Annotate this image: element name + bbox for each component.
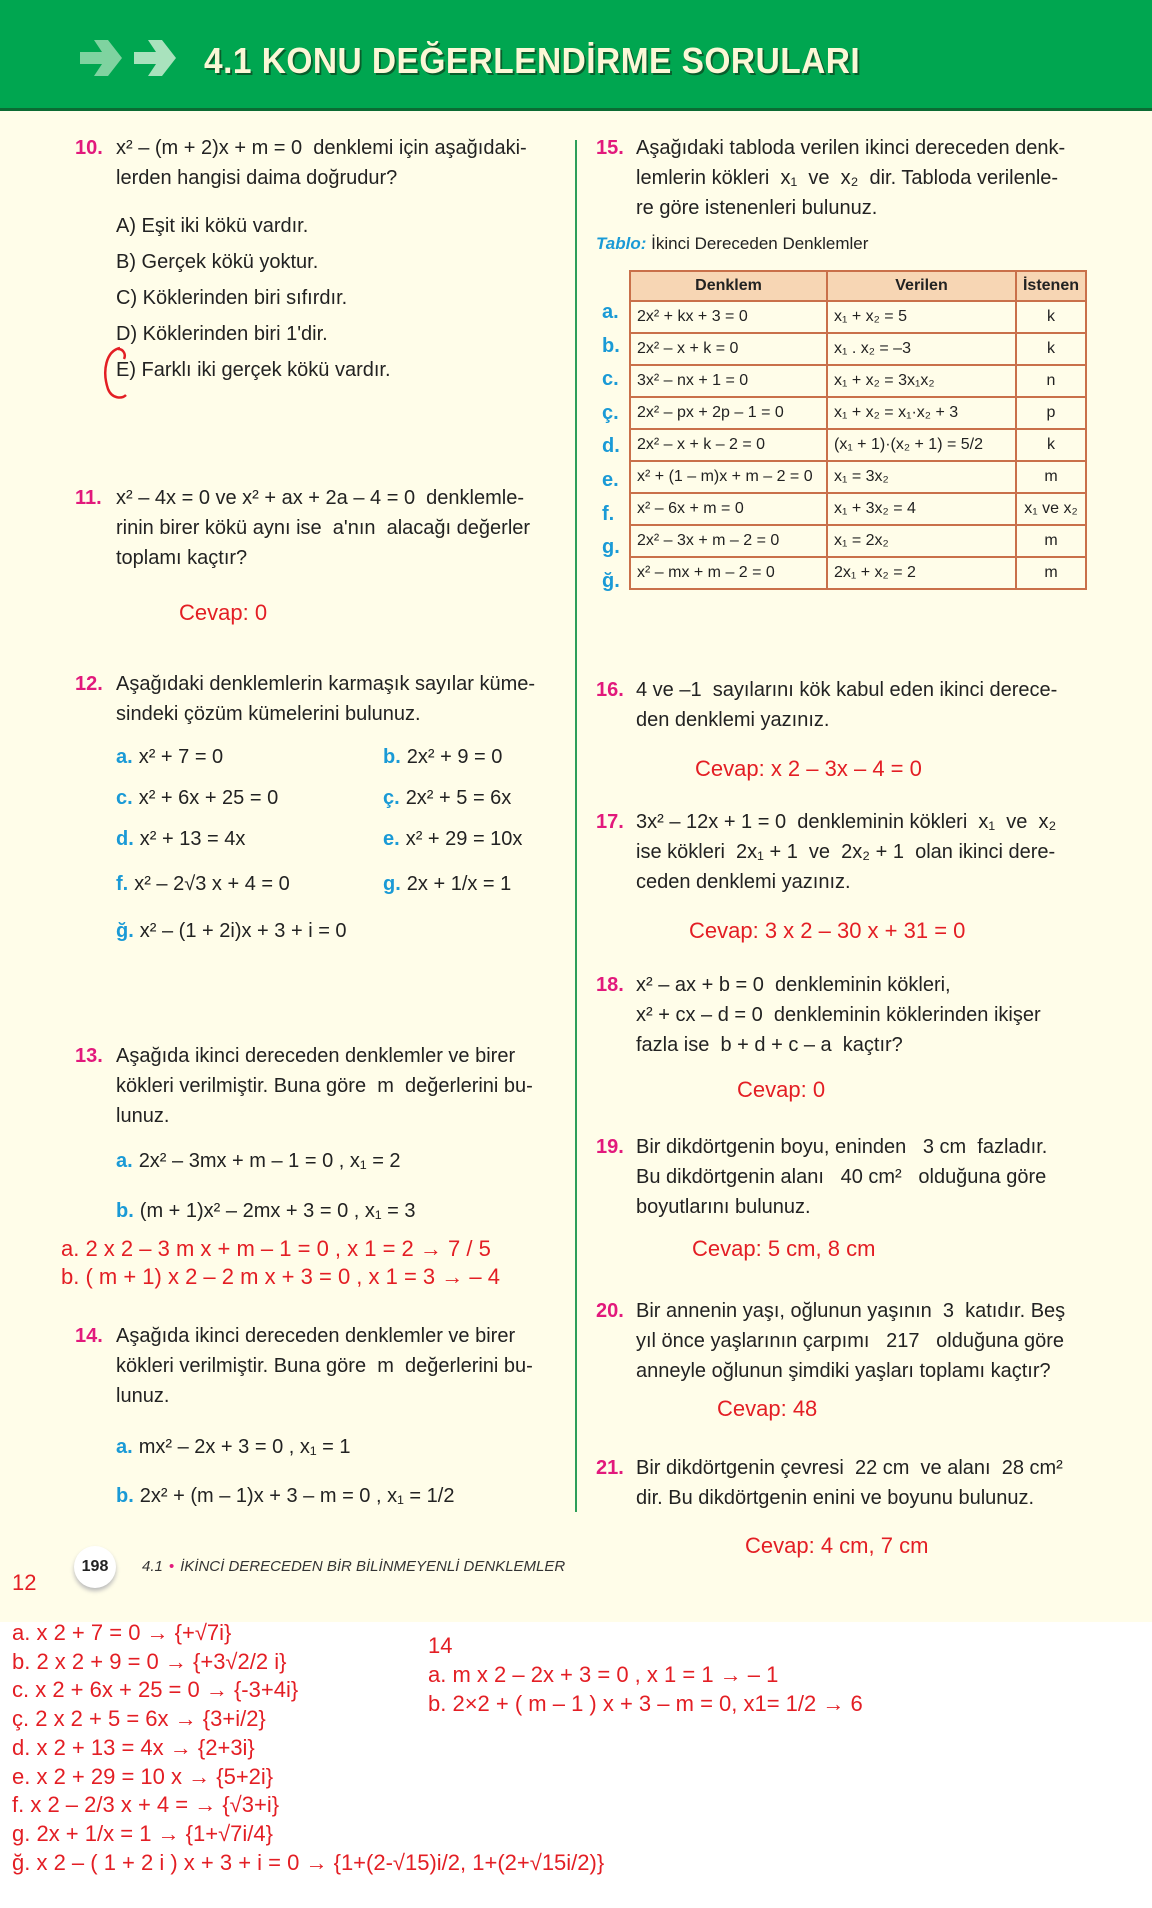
equation-cell: 2x² – 3x + m – 2 = 0	[630, 525, 827, 557]
question-number: 21.	[596, 1457, 624, 1479]
table-row	[630, 525, 1086, 557]
question-number: 10.	[75, 137, 103, 159]
question-number: 12.	[75, 673, 103, 695]
question-number: 16.	[596, 679, 624, 701]
question-text: x² – (m + 2)x + m = 0 denklemi için aşağıdaki- lerden hangisi daima doğrudur?	[116, 137, 527, 189]
given-cell: x₁ = 3x₂	[827, 461, 1016, 493]
answer-text: Cevap: x 2 – 3x – 4 = 0	[695, 756, 922, 781]
page-number: 198	[74, 1546, 116, 1588]
answer-text: b. ( m + 1) x 2 – 2 m x + 3 = 0 , x 1 = 3 → – 4	[61, 1264, 500, 1289]
equation-cell: x² – mx + m – 2 = 0	[630, 557, 827, 589]
answer-text: Cevap: 5 cm, 8 cm	[692, 1236, 876, 1261]
equation-cell: x² + (1 – m)x + m – 2 = 0	[630, 461, 827, 493]
question-text: 3x² – 12x + 1 = 0 denkleminin kökleri x₁ ve x₂ ise kökleri 2x₁ + 1 ve 2x₂ + 1 olan ikinci dere- ceden denklemi yazınız.	[636, 811, 1057, 893]
row-label: ğ.	[602, 569, 620, 592]
requested-cell: k	[1016, 301, 1086, 333]
row-label: ç.	[602, 401, 619, 424]
red-circle-mark	[98, 345, 140, 403]
given-cell: 2x₁ + x₂ = 2	[827, 557, 1016, 589]
section-header	[0, 0, 1152, 111]
equation-cell: 2x² + kx + 3 = 0	[630, 301, 827, 333]
section-title: 4.1 KONU DEĞERLENDİRME SORULARI	[204, 40, 861, 81]
row-label: a.	[602, 301, 619, 323]
row-label: e.	[602, 469, 619, 491]
table-row	[630, 333, 1086, 365]
answer-text: Cevap: 48	[717, 1396, 818, 1421]
equation-item: f. x² – 2√3 x + 4 = 0	[116, 873, 290, 895]
requested-cell: m	[1016, 557, 1086, 589]
equation-item: c. x² + 6x + 25 = 0	[116, 787, 279, 809]
column-divider	[575, 140, 577, 1512]
row-label: g.	[602, 536, 620, 559]
equations-table	[629, 270, 1087, 590]
given-cell: x₁ . x₂ = –3	[827, 333, 1016, 365]
question-number: 15.	[596, 137, 624, 159]
question-number: 20.	[596, 1300, 624, 1322]
question-number: 17.	[596, 811, 624, 833]
column-header: Denklem	[630, 271, 827, 301]
question-text: Aşağıdaki denklemlerin karmaşık sayılar küme- sindeki çözüm kümelerini bulunuz.	[116, 673, 536, 725]
handwritten-answer: b. 2 x 2 + 9 = 0 → {+3√2/2 i}	[12, 1648, 287, 1674]
table-row	[630, 365, 1086, 397]
question-number: 11.	[75, 487, 102, 509]
equation-item: d. x² + 13 = 4x	[116, 828, 246, 850]
equation-item: ç. 2x² + 5 = 6x	[383, 787, 512, 809]
question-text: x² – 4x = 0 ve x² + ax + 2a – 4 = 0 denklemle- rinin birer kökü aynı ise a'nın alacağı değerler toplamı kaçtır?	[116, 487, 531, 569]
row-label: c.	[602, 368, 619, 391]
answer-text: Cevap: 0	[179, 600, 268, 625]
page-footer: 4.1 • İKİNCİ DERECEDEN BİR BİLİNMEYENLİ DENKLEMLER	[142, 1558, 566, 1575]
table-row	[630, 493, 1086, 525]
given-cell: (x₁ + 1)·(x₂ + 1) = 5/2	[827, 429, 1016, 461]
question-text: 4 ve –1 sayılarını kök kabul eden ikinci derece- den denklemi yazınız.	[636, 679, 1058, 731]
question-text: Aşağıda ikinci dereceden denklemler ve birer kökleri verilmiştir. Buna göre m değerlerini bu- lunuz.	[116, 1045, 533, 1127]
handwritten-answer: a. x 2 + 7 = 0 → {+√7i}	[12, 1620, 232, 1645]
row-label: f.	[602, 502, 615, 525]
requested-cell: m	[1016, 461, 1086, 493]
question-text: Aşağıda ikinci dereceden denklemler ve birer kökleri verilmiştir. Buna göre m değerlerini bu- lunuz.	[116, 1325, 533, 1407]
given-cell: x₁ + 3x₂ = 4	[827, 493, 1016, 525]
row-label: d.	[602, 435, 620, 458]
answer-text: Cevap: 4 cm, 7 cm	[745, 1533, 929, 1558]
given-cell: x₁ + x₂ = 3x₁x₂	[827, 365, 1016, 397]
question-text: Bir dikdörtgenin boyu, eninden 3 cm fazladır. Bu dikdörtgenin alanı 40 cm² olduğuna göre boyutlarını bulunuz.	[636, 1136, 1048, 1218]
equation-cell: 3x² – nx + 1 = 0	[630, 365, 827, 397]
question-number: 14.	[75, 1325, 103, 1347]
answer-text: Cevap: 3 x 2 – 30 x + 31 = 0	[689, 918, 966, 943]
given-cell: x₁ + x₂ = x₁·x₂ + 3	[827, 397, 1016, 429]
handwritten-answer: c. x 2 + 6x + 25 = 0 → {-3+4i}	[12, 1677, 299, 1703]
requested-cell: m	[1016, 525, 1086, 557]
answer-option: E) Farklı iki gerçek kökü vardır.	[116, 359, 391, 381]
answer-option: D) Köklerinden biri 1'dir.	[116, 323, 328, 345]
question-number: 19.	[596, 1136, 624, 1158]
handwritten-answer: ç. 2 x 2 + 5 = 6x → {3+i/2}	[12, 1706, 266, 1732]
double-arrow-icon	[78, 38, 188, 78]
handwritten-answer: a. m x 2 – 2x + 3 = 0 , x 1 = 1 → – 1	[428, 1662, 779, 1687]
column-header: İstenen	[1016, 271, 1086, 301]
question-number: 18.	[596, 974, 624, 996]
row-label: b.	[602, 334, 620, 357]
given-cell: x₁ + x₂ = 5	[827, 301, 1016, 333]
requested-cell: k	[1016, 429, 1086, 461]
answer-text: Cevap: 0	[737, 1077, 826, 1102]
column-header: Verilen	[827, 271, 1016, 301]
equation-cell: x² – 6x + m = 0	[630, 493, 827, 525]
handwritten-answer: e. x 2 + 29 = 10 x → {5+2i}	[12, 1763, 274, 1789]
handwritten-answer: f. x 2 – 2/3 x + 4 = → {√3+i}	[12, 1792, 280, 1818]
equation-cell: 2x² – x + k – 2 = 0	[630, 429, 827, 461]
handwritten-answer: d. x 2 + 13 = 4x → {2+3i}	[12, 1734, 255, 1760]
requested-cell: n	[1016, 365, 1086, 397]
answer-option: B) Gerçek kökü yoktur.	[116, 251, 319, 273]
equation-item: ğ. x² – (1 + 2i)x + 3 + i = 0	[116, 920, 347, 942]
answer-option: A) Eşit iki kökü vardır.	[116, 215, 309, 237]
table-row	[630, 397, 1086, 429]
table-row	[630, 301, 1086, 333]
table-row	[630, 461, 1086, 493]
equation-item: a. 2x² – 3mx + m – 1 = 0 , x₁ = 2	[116, 1150, 401, 1172]
notes-title: 12	[12, 1570, 37, 1595]
requested-cell: p	[1016, 397, 1086, 429]
answer-option: C) Köklerinden biri sıfırdır.	[116, 287, 348, 309]
notes-title: 14	[428, 1633, 453, 1658]
equation-item: g. 2x + 1/x = 1	[383, 873, 512, 895]
question-text: x² – ax + b = 0 denkleminin kökleri, x² + cx – d = 0 denkleminin köklerinden ikişer fazla ise b + d + c – a kaçtır?	[636, 974, 1041, 1056]
equation-item: b. (m + 1)x² – 2mx + 3 = 0 , x₁ = 3	[116, 1200, 416, 1222]
table-row	[630, 429, 1086, 461]
question-text: Bir annenin yaşı, oğlunun yaşının 3 katıdır. Beş yıl önce yaşlarının çarpımı 217 olduğuna göre anneyle oğlunun şimdiki yaşları toplamı kaçtır?	[636, 1300, 1066, 1382]
equation-item: a. x² + 7 = 0	[116, 746, 224, 768]
requested-cell: k	[1016, 333, 1086, 365]
table-caption: Tablo: İkinci Dereceden Denklemler	[596, 234, 869, 253]
equation-item: b. 2x² + 9 = 0	[383, 746, 503, 768]
handwritten-answer: b. 2×2 + ( m – 1 ) x + 3 – m = 0, x1= 1/2 → 6	[428, 1691, 863, 1716]
equation-item: b. 2x² + (m – 1)x + 3 – m = 0 , x₁ = 1/2	[116, 1485, 455, 1507]
answer-text: a. 2 x 2 – 3 m x + m – 1 = 0 , x 1 = 2 → 7 / 5	[61, 1236, 491, 1261]
requested-cell: x₁ ve x₂	[1016, 493, 1086, 525]
table-row	[630, 557, 1086, 589]
handwritten-answer: g. 2x + 1/x = 1 → {1+√7i/4}	[12, 1820, 273, 1846]
equation-item: e. x² + 29 = 10x	[383, 828, 523, 850]
equation-cell: 2x² – px + 2p – 1 = 0	[630, 397, 827, 429]
given-cell: x₁ = 2x₂	[827, 525, 1016, 557]
question-text: Aşağıdaki tabloda verilen ikinci dereceden denk- lemlerin kökleri x₁ ve x₂ dir. Tabloda verilenle- re göre istenenleri bulunuz.	[636, 137, 1066, 219]
question-number: 13.	[75, 1045, 103, 1067]
equation-cell: 2x² – x + k = 0	[630, 333, 827, 365]
question-text: Bir dikdörtgenin çevresi 22 cm ve alanı 28 cm² dir. Bu dikdörtgenin enini ve boyunu bulunuz.	[636, 1457, 1063, 1509]
equation-item: a. mx² – 2x + 3 = 0 , x₁ = 1	[116, 1436, 351, 1458]
handwritten-answer: ğ. x 2 – ( 1 + 2 i ) x + 3 + i = 0 → {1+(2-√15)i/2, 1+(2+√15i/2)}	[12, 1849, 605, 1875]
